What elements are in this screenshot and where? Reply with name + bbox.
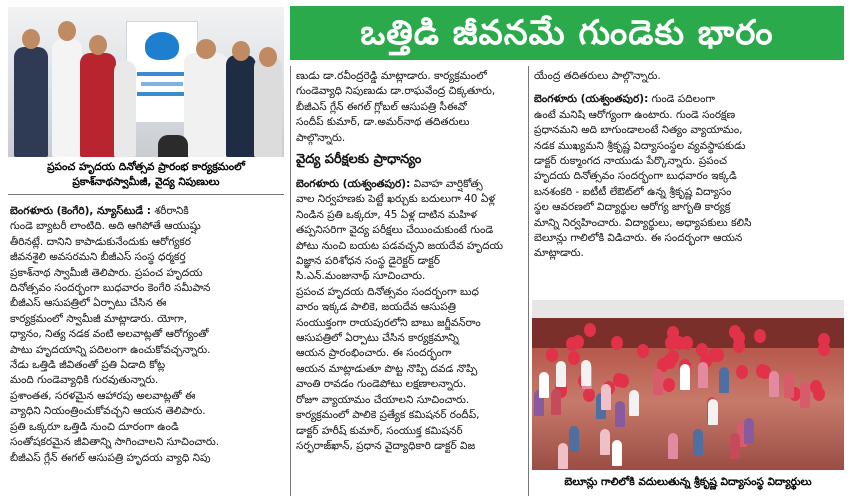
text-line: యేంద్ర తదితరులు పాల్గొన్నారు. bbox=[534, 70, 661, 82]
text-line: ప్రతి ఒక్కరూ ఒత్తిడి నుంచి దూరంగా ఉండి bbox=[10, 420, 179, 433]
student-figure bbox=[744, 418, 754, 444]
person-head bbox=[89, 35, 107, 55]
article-column-1: బెంగళూరు (కెంగేరి), న్యూస్‌టుడే : శరీరానికి గుండె బ్యాటరీ లాంటిది. అది ఆగిపోతే ఆయుష్షు తీరినట్లే. దానిని కాపాడుకునేందుకు ఆరోగ్యకర జీవనశైలి అవసరమని బీజీఎస్ సంస్థ ధర్మకర్త ప్రకాశ్‌నాథ స్వామీజీ తెలిపారు. ప్రపంచ హృదయ దినోత్సవం సందర్భంగా బుధవారం కెంగేరి సమీపాన బీజీఎస్ ఆసుపత్రిలో ఏర్పాటు చేసిన ఈ కార్యక్రమంలో స్వామీజీ మాట్లాడారు. యోగా, ధ్యానం, నిత్య నడక వంటి అలవాట్లతో ఆరోగ్యంతో పాటు హృదయాన్ని పదిలంగా ఉంచుకోవచ్చన్నారు. నేడు ఒత్తిడి జీవితంతో ప్రతి ఏడాది కోట్ల మంది గుండెవ్యాధికి గురవుతున్నారు. ప్రశాంతత, సరళమైన ఆహారపు అలవాట్లతో ఈ వ్యాధిని నియంత్రించుకోవచ్చని ఆయన తెలిపారు. ప్రతి ఒక్కరూ ఒత్తిడి నుంచి దూరంగా ఉండి సంతోషకరమైన జీవితాన్ని సాగించాలని సూచించారు. బీజీఎస్ గ్లేన్ ఈగల్ ఆసుపత్రి హృదయ వ్యాధి నిపు bbox=[10, 204, 286, 466]
student-figure bbox=[612, 440, 622, 466]
student-figure bbox=[539, 372, 549, 398]
text-line: తీరినట్లే. దానిని కాపాడుకునేందుకు ఆరోగ్యకర bbox=[10, 235, 191, 248]
student-figure bbox=[601, 384, 611, 410]
dateline: బెంగళూరు (యశ్వంతపుర): bbox=[534, 93, 649, 106]
text-line: గుండెవ్యాధి నిపుణుడు డా.రాఘవేంద్ర చిక్కతూరు, bbox=[296, 85, 496, 98]
article-column-2-bottom: బెంగళూరు (యశ్వంతపుర): వివాహ వార్షికోత్స వాల నిర్వహణకు పెట్టే ఖర్చుకు బదులుగా 40 ఏళ్ల నిండిన ప్రతి ఒక్కరూ, 45 ఏళ్ల దాటిన మహిళ తప్పనిసరిగా వైద్య పరీక్షలు చేయించుకుంటే గుండె పోటు నుంచి బయట పడవచ్చని జయదేవ హృదయ విజ్ఞాన పరిశోధన సంస్థ డైరెక్టర్ డాక్టర్ సి.ఎన్.మంజునాథ్ సూచించారు. ప్రపంచ హృదయ దినోత్సవం సందర్భంగా బుధ వారం ఇక్కడ పాలికె, జయదేవ ఆసుపత్రి సంయుక్తంగా రాయపురలోని బాబు జగ్జీవన్‌రాం ఆసుపత్రిలో ఏర్పాటు చేసిన కార్యక్రమాన్ని ఆయన ప్రారంభించారు. ఈ సందర్భంగా ఆయన మాట్లాడుతూ పొట్ట నొప్పి దవడ నొప్పి వాంతి రావడం గుండెపోటు లక్షణాలన్నారు. రోజూ వ్యాయామం చేయాలని సూచించారు. కార్యక్రమంలో పాలికె ప్రత్యేక కమిషనర్ రందీప్, డాక్టర్ హరీష్ కుమార్, సంయుక్త కమిషనర్ సర్ఫరాజ్‌ఖాన్, ప్రధాన వైద్యాధికారి డాక్టర్ విజ bbox=[296, 177, 524, 454]
student-figure bbox=[769, 371, 779, 397]
text-line: మంది గుండెవ్యాధికి గురవుతున్నారు. bbox=[10, 374, 159, 387]
balloon bbox=[663, 378, 675, 392]
text-line: బీజీఎస్ గ్లేన్ ఈగల్ ఆసుపత్రి హృదయ వ్యాధి నిపు bbox=[10, 451, 211, 464]
balloon bbox=[756, 364, 768, 378]
text-line: సందీప్ కుమార్, డా.అమర్‌నాథ తదితరులు bbox=[296, 116, 470, 129]
student-figure bbox=[668, 433, 678, 459]
person-figure bbox=[254, 57, 282, 157]
text-line: ధ్యానం, నిత్య నడక వంటి అలవాట్లతో ఆరోగ్యంతో bbox=[10, 328, 209, 341]
student-figure bbox=[615, 401, 625, 427]
text-line: ఆసుపత్రిలో ఏర్పాటు చేసిన కార్యక్రమాన్ని bbox=[296, 332, 459, 345]
text-line: ఆయన మాట్లాడుతూ పొట్ట నొప్పి దవడ నొప్పి bbox=[296, 362, 478, 375]
dateline: బెంగళూరు (యశ్వంతపుర): bbox=[296, 178, 411, 190]
text-line: డాక్టర్ రుక్మాంగద నాయుడు పేర్కొన్నారు. ప్రపంచ bbox=[534, 155, 727, 168]
balloon bbox=[613, 373, 625, 387]
text-line: వారం ఇక్కడ పాలికె, జయదేవ ఆసుపత్రి bbox=[296, 301, 456, 314]
text-line: పాటు హృదయాన్ని పదిలంగా ఉంచుకోవచ్చన్నారు. bbox=[10, 343, 211, 356]
person-figure bbox=[14, 47, 48, 157]
text-line: స్థల ఆవరణలో విద్యార్థుల ఆరోగ్య జాగృతి కార్యక్ర bbox=[534, 201, 731, 214]
balloon bbox=[696, 343, 708, 357]
balloon bbox=[810, 380, 822, 394]
student-figure bbox=[693, 429, 703, 455]
text-line: నిండిన ప్రతి ఒక్కరూ, 45 ఏళ్ల దాటిన మహిళ bbox=[296, 208, 477, 221]
text-line: ప్రధానమని అది బాగుండాలంటే నిత్యం వ్యాయామం, bbox=[534, 124, 743, 137]
student-figure bbox=[698, 362, 708, 388]
text-line: గుండె బ్యాటరీ లాంటిది. అది ఆగిపోతే ఆయుష్షు bbox=[10, 220, 201, 233]
text-line: నడక ముఖ్యమని శ్రీకృష్ణ విద్యాసంస్థల వ్యవస్థాపకుడు bbox=[534, 139, 746, 152]
text-line: డాక్టర్ హరీష్ కుమార్, సంయుక్త కమిషనర్ bbox=[296, 424, 463, 437]
headline: ఒత్తిడి జీవనమే గుండెకు భారం bbox=[360, 13, 774, 53]
student-figure bbox=[600, 429, 610, 455]
text-line: ఆయన ప్రారంభించారు. ఈ సందర్భంగా bbox=[296, 347, 452, 360]
text-line: వ్యాధిని నియంత్రించుకోవచ్చని ఆయన తెలిపారు. bbox=[10, 405, 206, 418]
student-figure bbox=[784, 372, 794, 398]
balloon bbox=[667, 350, 679, 364]
heart-icon bbox=[145, 32, 179, 60]
text-line: జీవనశైలి అవసరమని బీజీఎస్ సంస్థ ధర్మకర్త bbox=[10, 251, 186, 264]
person-head bbox=[22, 29, 40, 49]
student-figure bbox=[719, 367, 729, 393]
balloon bbox=[736, 365, 748, 379]
headline-banner bbox=[290, 6, 844, 60]
text-line: తప్పనిసరిగా వైద్య పరీక్షలు చేయించుకుంటే గుండె bbox=[296, 224, 494, 237]
person-head bbox=[259, 47, 277, 67]
person-figure bbox=[80, 53, 116, 157]
balloon bbox=[637, 344, 649, 358]
text-line: పోటు నుంచి బయట పడవచ్చని జయదేవ హృదయ bbox=[296, 239, 504, 252]
student-figure bbox=[680, 364, 690, 390]
student-figure bbox=[569, 426, 579, 452]
article-column-2-top bbox=[296, 69, 524, 146]
student-figure bbox=[730, 433, 740, 459]
text-line: బెలూన్లు గాలిలోకి విడిచారు. ఈ సందర్భంగా ఆయన bbox=[534, 232, 743, 245]
student-figure bbox=[629, 390, 639, 416]
balloon bbox=[712, 348, 724, 362]
student-figure bbox=[556, 361, 566, 387]
subhead: వైద్య పరీక్షలకు ప్రాధాన్యం bbox=[296, 152, 422, 167]
text-line: కార్యక్రమంలో పాలికె ప్రత్యేక కమిషనర్ రందీప్, bbox=[296, 409, 480, 422]
text-line: విజ్ఞాన పరిశోధన సంస్థ డైరెక్టర్ డాక్టర్ bbox=[296, 255, 440, 268]
text-line: ప్రకాశ్‌నాథ స్వామీజీ తెలిపారు. ప్రపంచ హృదయ bbox=[10, 266, 203, 279]
person-head bbox=[58, 21, 76, 41]
text-line: సంయుక్తంగా రాయపురలోని బాబు జగ్జీవన్‌రాం bbox=[296, 316, 481, 329]
student-figure bbox=[558, 443, 568, 469]
text-line: వాల నిర్వహణకు పెట్టే ఖర్చుకు బదులుగా 40 ఏళ్ల bbox=[296, 193, 496, 206]
text-line: ణుడు డా.రవీంద్రరెడ్డి మాట్లాడారు. కార్యక్రమంలో bbox=[296, 70, 487, 82]
text-line: నేడు ఒత్తిడి జీవితంతో ప్రతి ఏడాది కోట్ల bbox=[10, 359, 166, 372]
balloon bbox=[754, 329, 766, 343]
balloon bbox=[611, 336, 623, 350]
balloon bbox=[667, 326, 679, 340]
students-balloons-photo bbox=[532, 300, 844, 470]
student-figure bbox=[581, 360, 591, 386]
person-head bbox=[232, 41, 250, 61]
student-figure bbox=[653, 369, 663, 395]
event-photo-top bbox=[8, 7, 284, 157]
student-figure bbox=[551, 389, 561, 415]
article-column-3: యేంద్ర తదితరులు పాల్గొన్నారు. బెంగళూరు (యశ్వంతపుర): గుండె పదిలంగా ఉంటే మనిషి ఆరోగ్యంగా ఉంటారు. గుండె సంరక్షణ ప్రధానమని అది బాగుండాలంటే నిత్యం వ్యాయామం, నడక ముఖ్యమని శ్రీకృష్ణ విద్యాసంస్థల వ్యవస్థాపకుడు డాక్టర్ రుక్మాంగద నాయుడు పేర్కొన్నారు. ప్రపంచ హృదయ దినోత్సవం సందర్భంగా బుధవారం ఇక్కడి బనశంకరి - ఐటీటీ లేఔట్‌లో ఉన్న శ్రీకృష్ణ విద్యాసం స్థల ఆవరణలో విద్యార్థుల ఆరోగ్య జాగృతి కార్యక్ర మాన్ని నిర్వహించారు. విద్యార్థులు, అధ్యాపకులు కలిసి బెలూన్లు గాలిలోకి విడిచారు. ఈ సందర్భంగా ఆయన మాట్లాడారు. bbox=[534, 69, 844, 262]
text-line: సర్ఫరాజ్‌ఖాన్, ప్రధాన వైద్యాధికారి డాక్టర్ విజ bbox=[296, 439, 476, 452]
text-line: మాట్లాడారు. bbox=[534, 247, 584, 260]
text-line: దినోత్సవం సందర్భంగా బుధవారం కెంగేరి సమీపాన bbox=[10, 282, 211, 295]
balloon bbox=[546, 348, 558, 362]
text-line: బనశంకరి - ఐటీటీ లేఔట్‌లో ఉన్న శ్రీకృష్ణ విద్యాసం bbox=[534, 185, 732, 198]
person-figure bbox=[184, 53, 228, 157]
person-figure bbox=[226, 55, 256, 157]
text-line: సి.ఎన్.మంజునాథ్ సూచించారు. bbox=[296, 270, 426, 283]
student-figure bbox=[708, 399, 718, 425]
balloon bbox=[818, 342, 830, 356]
text-line: రోజూ వ్యాయామం చేయాలని సూచించారు. bbox=[296, 393, 470, 406]
balloon bbox=[583, 388, 595, 402]
student-figure bbox=[800, 382, 810, 408]
dateline: బెంగళూరు (కెంగేరి), న్యూస్‌టుడే : bbox=[10, 205, 151, 217]
text-line: హృదయ దినోత్సవం సందర్భంగా బుధవారం ఇక్కడి bbox=[534, 170, 737, 183]
balloon bbox=[733, 339, 745, 353]
text-line: కార్యక్రమంలో స్వామీజీ మాట్లాడారు. యోగా, bbox=[10, 312, 188, 325]
text-line: వాంతి రావడం గుండెపోటు లక్షణాలన్నారు. bbox=[296, 378, 467, 391]
text-line: మాన్ని నిర్వహించారు. విద్యార్థులు, అధ్యాపకులు కలిసి bbox=[534, 216, 752, 229]
balloon bbox=[584, 323, 596, 337]
balloon bbox=[572, 335, 584, 349]
balloon bbox=[568, 351, 580, 365]
photo-top-caption: ప్రపంచ హృదయ దినోత్సవ ప్రారంభ కార్యక్రమంలో ప్రకాశ్‌నాథస్వామీజీ, వైద్య నిపుణులు bbox=[47, 161, 245, 188]
person-head bbox=[196, 39, 216, 59]
text-line: పాల్గొన్నారు. bbox=[296, 131, 346, 144]
text-line: సంతోషకరమైన జీవితాన్ని సాగించాలని సూచించారు. bbox=[10, 436, 220, 449]
text-line: ప్రశాంతత, సరళమైన ఆహారపు అలవాట్లతో ఈ bbox=[10, 389, 196, 402]
person-figure bbox=[114, 61, 136, 157]
text-line: బీజీఎస్ గ్లేన్ ఈగల్ గ్లోబల్ ఆసుపత్రి సీఈవో bbox=[296, 100, 467, 113]
photo-bottom-caption: బెలూన్లు గాలిలోకి వదులుతున్న శ్రీకృష్ణ విద్యాసంస్థ విద్యార్థులు bbox=[564, 476, 812, 488]
text-line: బీజీఎస్ ఆసుపత్రిలో ఏర్పాటు చేసిన ఈ bbox=[10, 297, 167, 310]
text-line: ప్రపంచ హృదయ దినోత్సవం సందర్భంగా బుధ bbox=[296, 285, 479, 298]
text-line: ఉంటే మనిషి ఆరోగ్యంగా ఉంటారు. గుండె సంరక్షణ bbox=[534, 108, 736, 121]
person-figure bbox=[52, 39, 82, 157]
